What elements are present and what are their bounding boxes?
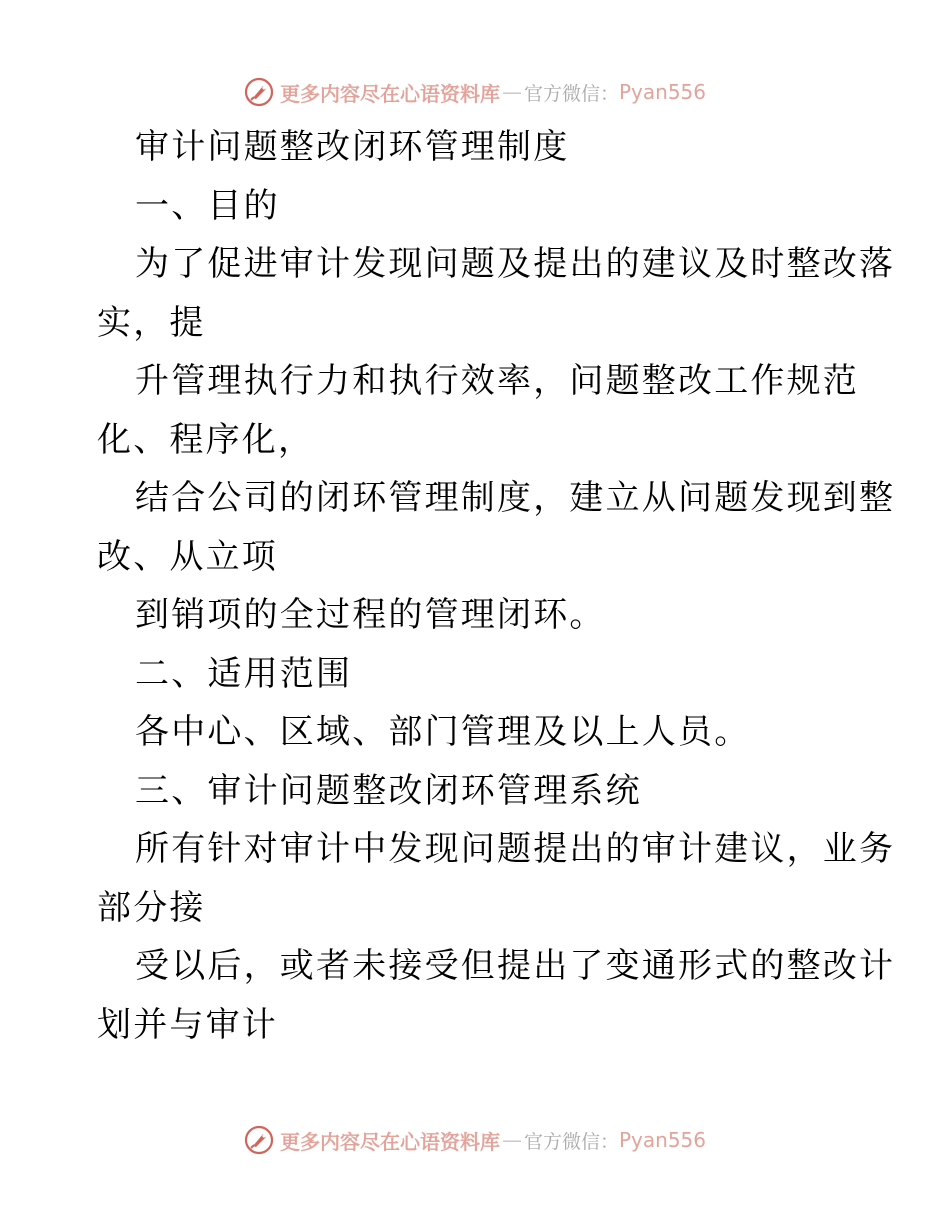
paragraph-line: 化、程序化， — [97, 419, 315, 460]
paragraph-line: 所有针对审计中发现问题提出的审计建议，业务 — [135, 829, 896, 869]
section-heading-system: 三、审计问题整改闭环管理系统 — [135, 770, 642, 811]
paragraph-line: 到销项的全过程的管理闭环。 — [135, 595, 606, 635]
section-heading-purpose: 一、目的 — [135, 185, 280, 226]
paragraph-line: 改、从立项 — [97, 536, 278, 577]
watermark-wechat-id: Pyan556 — [619, 80, 707, 104]
footer-watermark — [0, 1120, 950, 1160]
watermark-site-text: 更多内容尽在心语资料库 — [279, 1129, 500, 1154]
section-heading-scope: 二、适用范围 — [135, 653, 353, 694]
pen-nib-logo-icon — [244, 1125, 274, 1155]
watermark-dash: — — [501, 1128, 522, 1152]
header-watermark — [0, 72, 950, 112]
paragraph-line: 划并与审计 — [97, 1004, 278, 1045]
paragraph-line: 为了促进审计发现问题及提出的建议及时整改落 — [135, 244, 896, 284]
paragraph-line: 各中心、区域、部门管理及以上人员。 — [135, 712, 751, 752]
paragraph-line: 部分接 — [97, 887, 206, 928]
pen-nib-logo-icon — [244, 77, 274, 107]
watermark-wechat-label: 官方微信： — [523, 1130, 619, 1153]
paragraph-line: 受以后，或者未接受但提出了变通形式的整改计 — [135, 946, 896, 986]
paragraph-line: 结合公司的闭环管理制度，建立从问题发现到整 — [135, 478, 896, 518]
document-body — [97, 118, 896, 1054]
watermark-site-text: 更多内容尽在心语资料库 — [279, 81, 500, 106]
watermark-dash: — — [501, 80, 522, 104]
paragraph-line: 升管理执行力和执行效率，问题整改工作规范 — [135, 361, 859, 401]
paragraph-line: 实，提 — [97, 302, 206, 343]
watermark-wechat-label: 官方微信： — [523, 82, 619, 105]
watermark-wechat-id: Pyan556 — [619, 1128, 707, 1152]
doc-title: 审计问题整改闭环管理制度 — [135, 127, 570, 167]
